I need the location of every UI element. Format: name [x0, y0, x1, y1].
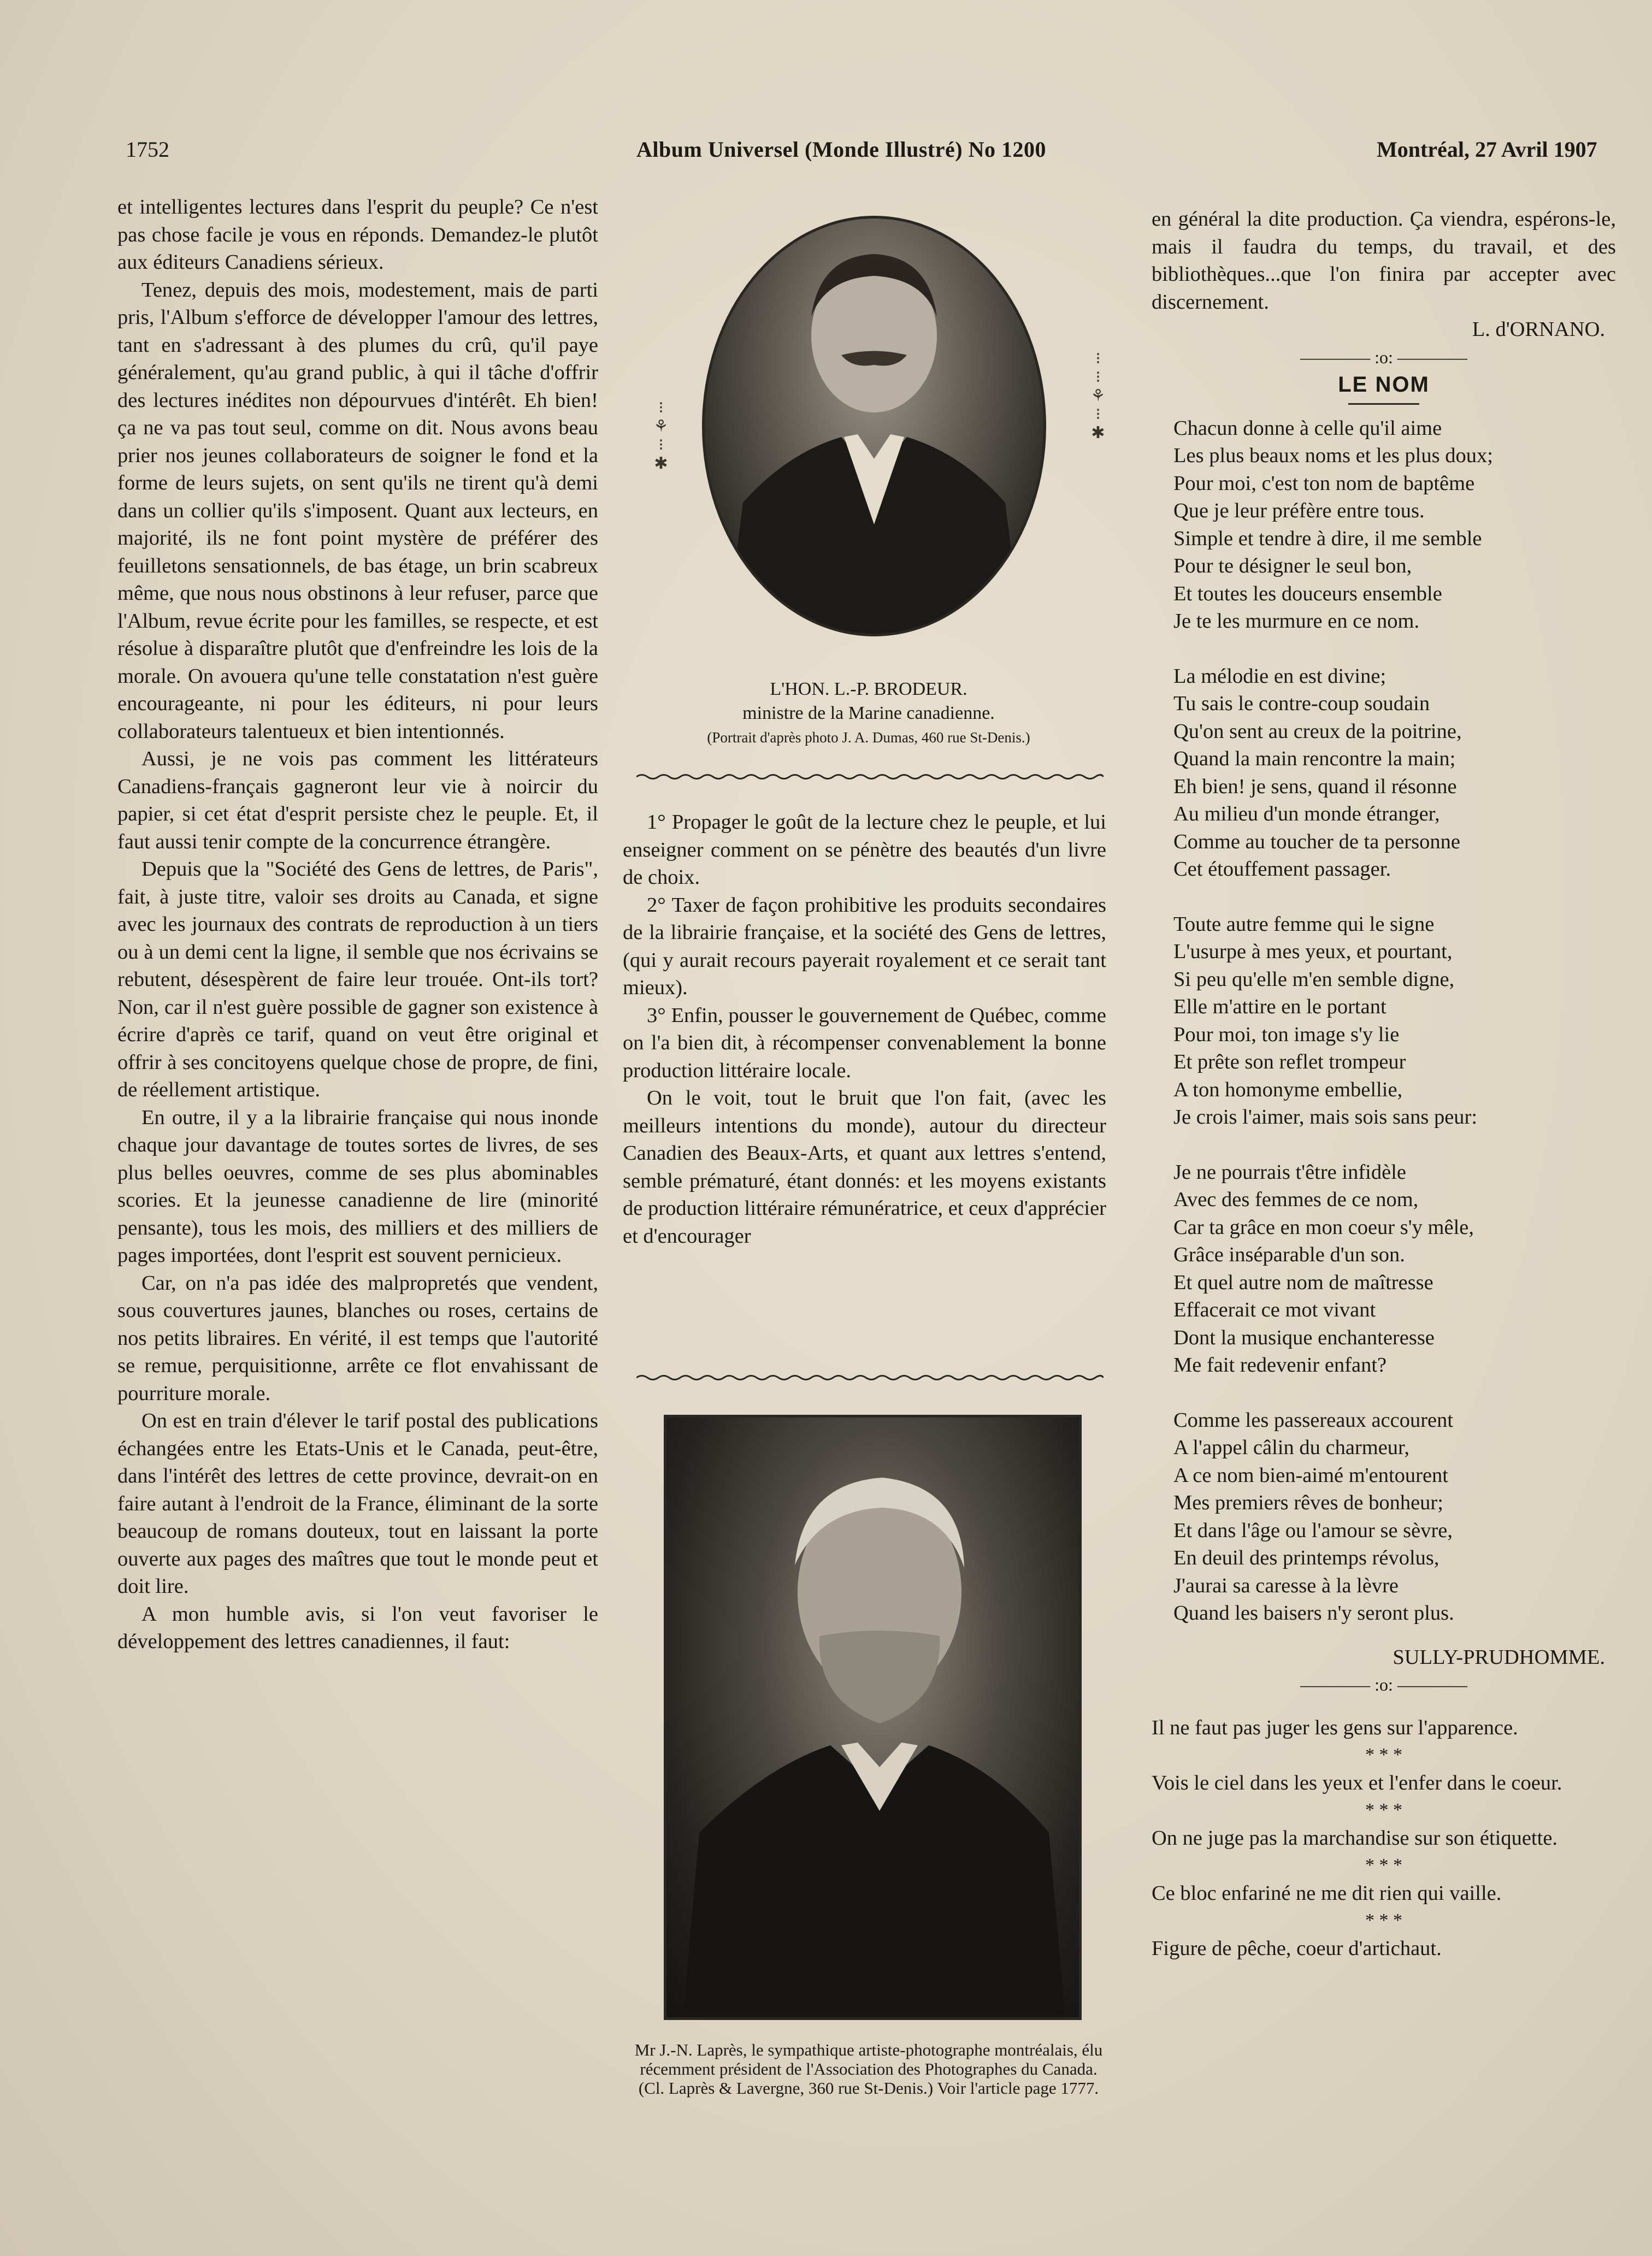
- poem-line: A ton homonyme embellie,: [1173, 1078, 1403, 1101]
- signature-sully-prudhomme: SULLY-PRUDHOMME.: [1393, 1645, 1605, 1669]
- portrait-lapres: [664, 1415, 1082, 2020]
- issue-date: Montréal, 27 Avril 1907: [1377, 137, 1597, 162]
- poem-line: Mes premiers rêves de bonheur;: [1173, 1491, 1443, 1514]
- poem-line: Dont la musique enchanteresse: [1173, 1326, 1435, 1349]
- stanza: [1152, 1159, 1616, 1379]
- poem-line: Me fait redevenir enfant?: [1173, 1354, 1387, 1377]
- caption-name: L'HON. L.-P. BRODEUR.: [770, 679, 967, 699]
- ornament-right-icon: ⁝ ⁝ ⚘ ⁝ ✱: [1090, 350, 1106, 442]
- left-paragraph-1: et intelligentes lectures dans l'esprit du peuple? Ce n'est pas chose facile je vous en réponds. Demandez-le plutôt aux éditeurs Canadiens sérieux.: [117, 196, 598, 274]
- portrait-brodeur-silhouette: [705, 218, 1043, 634]
- left-column: [117, 193, 598, 1656]
- poem-line: Et dans l'âge ou l'amour se sèvre,: [1173, 1519, 1453, 1542]
- poem-line: Elle m'attire en le portant: [1173, 995, 1386, 1018]
- maxim: Figure de pêche, coeur d'artichaut.: [1152, 1936, 1442, 1960]
- maxim: Ce bloc enfariné ne me dit rien qui vaille.: [1152, 1881, 1502, 1905]
- poem-line: La mélodie en est divine;: [1173, 664, 1386, 688]
- middle-paragraph-1: 1° Propager le goût de la lecture chez le peuple, et lui enseigner comment on se pénètre des beautés d'un livre de choix.: [623, 811, 1106, 889]
- poem-line: Je ne pourrais t'être infidèle: [1173, 1160, 1406, 1184]
- left-paragraph-6: Car, on n'a pas idée des malpropretés que vendent, sous couvertures jaunes, blanches ou roses, certains de nos petits libraires. En vérité, il est temps que l'autorité se remue, perquisitionne, arrête ce flot envahissant de pourriture morale.: [117, 1271, 598, 1405]
- poem-line: Quand la main rencontre la main;: [1173, 747, 1456, 770]
- poem-line: Comme au toucher de ta personne: [1173, 830, 1460, 853]
- poem-line: Tu sais le contre-coup soudain: [1173, 692, 1430, 715]
- poem-line: J'aurai sa caresse à la lèvre: [1173, 1574, 1399, 1597]
- title-rule: [1348, 403, 1419, 405]
- poem-line: A ce nom bien-aimé m'entourent: [1173, 1463, 1449, 1487]
- poem-line: Toute autre femme qui le signe: [1173, 912, 1435, 936]
- right-intro: en général la dite production. Ça viendra, espérons-le, mais il faudra du temps, du travail, et des bibliothèques...que l'on finira par accepter avec discernement.: [1152, 208, 1616, 314]
- poem-line: Chacun donne à celle qu'il aime: [1173, 416, 1442, 440]
- page-number: 1752: [126, 137, 169, 162]
- left-paragraph-2: Tenez, depuis des mois, modestement, mais de parti pris, l'Album s'efforce de développer l'amour des lettres, tant en s'adressant à des plumes du crû, qu'il paye généralement, qu'au grand public, à qui il tâche d'offrir des lectures inédites non dépourvues d'intérêt. Eh bien! ça ne va pas tout seul, comme on dit. Nous avons beau prier nos jeunes collaborateurs de soigner le fond et la forme de leurs sujets, on sent qu'ils ne tirent qu'à demi dans un collier qu'ils s'imposent. Quant aux lecteurs, en majorité, ils ne font point mystère de préférer des feuilletons sensationnels, de bas étage, un brin scabreux même, que nous nous obstinons à leur refuser, parce que l'Album, revue écrite pour les familles, se respecte, et est résolue à disparaître plutôt que d'enfreindre les lois de la morale. On avouera qu'une telle constatation n'est guère encourageante, ni pour les éditeurs, ni pour leurs collaborateurs talentueux et bien intentionnés.: [117, 278, 598, 743]
- poem: [1152, 415, 1616, 1627]
- poem-line: Avec des femmes de ce nom,: [1173, 1188, 1419, 1211]
- poem-line: Et quel autre nom de maîtresse: [1173, 1271, 1433, 1294]
- left-paragraph-5: En outre, il y a la librairie française qui nous inonde chaque jour davantage de toutes sortes de livres, de ses plus belles oeuvres, comme de ses plus abominables scories. Et la jeunesse canadienne de lire (minorité pensante), tous les mois, des milliers et des milliers de pages importées, dont l'esprit est souvent pernicieux.: [117, 1106, 598, 1267]
- poem-line: A l'appel câlin du charmeur,: [1173, 1436, 1409, 1459]
- maxim-separator: * * *: [1365, 1800, 1402, 1820]
- poem-line: Si peu qu'elle m'en semble digne,: [1173, 967, 1455, 991]
- poem-line: L'usurpe à mes yeux, et pourtant,: [1173, 940, 1453, 963]
- middle-paragraph-2: 2° Taxer de façon prohibitive les produits secondaires de la librairie française, et la société des Gens de lettres, (qui y aurait recours payerait royalement et ce serait tant mieux).: [623, 893, 1106, 999]
- separator-2: ———— :o: ————: [1300, 1675, 1467, 1694]
- poem-line: Effacerait ce mot vivant: [1173, 1298, 1376, 1321]
- ornament-left-icon: ⁝ ⚘ ⁝ ✱: [653, 399, 669, 473]
- portrait-brodeur: [702, 216, 1046, 636]
- stanza: [1152, 415, 1616, 635]
- wavy-divider-2: [636, 1374, 1104, 1381]
- poem-line: Que je leur préfère entre tous.: [1173, 499, 1425, 522]
- left-paragraph-4: Depuis que la "Société des Gens de lettres, de Paris", fait, à juste titre, valoir ses droits au Canada, et signe avec les journaux des contrats de reproduction à un tiers ou à un demi cent la ligne, il semble que nos écrivains se rebutent, désespèrent de faire leur trouée. Ont-ils tort? Non, car il n'est guère possible de gagner son existence à écrire d'après ce tarif, quand on veut être original et offrir à ses concitoyens quelque chose de propre, de fini, de réellement artistique.: [117, 858, 598, 1101]
- left-paragraph-3: Aussi, je ne vois pas comment les littérateurs Canadiens-français gagneront leur vie à noircir du papier, si cet état d'esprit persiste chez le peuple. Et, il faut aussi tenir compte de la concurrence étrangère.: [117, 747, 598, 853]
- poem-line: Grâce inséparable d'un son.: [1173, 1243, 1405, 1266]
- left-paragraph-7: On est en train d'élever le tarif postal des publications échangées entre les Etats-Unis et le Canada, peut-être, dans l'intérêt des lettres de cette province, devrait-on en faire autant à l'endroit de la France, éliminant de la sorte beaucoup de romans douteux, tout en laissant la porte ouverte aux pages des maîtres que tout le monde peut et doit lire.: [117, 1409, 598, 1598]
- middle-column: [623, 808, 1106, 1250]
- portrait-lapres-caption: Mr J.-N. Laprès, le sympathique artiste-photographe montréalais, élu récemment président de l'Association des Photographes du Canada. (Cl. Laprès & Lavergne, 360 rue St-Denis.) Voir l'article page 1777.: [634, 2040, 1103, 2098]
- poem-line: Cet étouffement passager.: [1173, 858, 1391, 881]
- signature-ornano: L. d'ORNANO.: [1472, 318, 1605, 341]
- poem-title: LE NOM: [1338, 373, 1430, 397]
- poem-line: Qu'on sent au creux de la poitrine,: [1173, 719, 1462, 743]
- poem-line: Simple et tendre à dire, il me semble: [1173, 527, 1482, 550]
- poem-line: Comme les passereaux accourent: [1173, 1408, 1454, 1432]
- maxim: Vois le ciel dans les yeux et l'enfer dans le coeur.: [1152, 1771, 1562, 1794]
- poem-line: Les plus beaux noms et les plus doux;: [1173, 444, 1493, 467]
- right-column: [1152, 205, 1616, 1962]
- portrait-brodeur-caption: [628, 677, 1109, 749]
- poem-line: Au milieu d'un monde étranger,: [1173, 802, 1440, 825]
- maxim-separator: * * *: [1365, 1910, 1402, 1930]
- poem-line: Car ta grâce en mon coeur s'y mêle,: [1173, 1215, 1474, 1239]
- middle-paragraph-4: On le voit, tout le bruit que l'on fait, (avec les meilleurs intentions du monde), autour du directeur Canadien des Beaux-Arts, et quant aux lettres s'entend, semble prématuré, étant donnés: et les moyens existants de production littéraire rémunératrice, et ceux d'apprécier et d'encourager: [623, 1086, 1106, 1248]
- stanza: [1152, 663, 1616, 883]
- poem-line: Je crois l'aimer, mais sois sans peur:: [1173, 1106, 1478, 1129]
- poem-line: En deuil des printemps révolus,: [1173, 1546, 1439, 1569]
- middle-paragraph-3: 3° Enfin, pousser le gouvernement de Québec, comme on l'a bien dit, à récompenser convenablement la bonne production littéraire locale.: [623, 1003, 1106, 1082]
- poem-line: Et toutes les douceurs ensemble: [1173, 582, 1442, 605]
- stanza: [1152, 911, 1616, 1131]
- poem-line: Quand les baisers n'y seront plus.: [1173, 1602, 1454, 1625]
- left-paragraph-8: A mon humble avis, si l'on veut favoriser le développement des lettres canadiennes, il faut:: [117, 1602, 598, 1653]
- poem-line: Eh bien! je sens, quand il résonne: [1173, 775, 1457, 798]
- stanza: [1152, 1407, 1616, 1627]
- poem-line: Pour moi, ton image s'y lie: [1173, 1023, 1400, 1046]
- publication-title: Album Universel (Monde Illustré) No 1200: [636, 137, 1046, 162]
- maxim-separator: * * *: [1365, 1855, 1402, 1875]
- poem-line: Je te les murmure en ce nom.: [1173, 610, 1420, 633]
- maxim-separator: * * *: [1365, 1745, 1402, 1765]
- poem-line: Pour te désigner le seul bon,: [1173, 554, 1412, 577]
- poem-line: Et prête son reflet trompeur: [1173, 1050, 1406, 1073]
- caption-title: ministre de la Marine canadienne.: [742, 703, 995, 723]
- maxim: On ne juge pas la marchandise sur son étiquette.: [1152, 1826, 1558, 1850]
- separator: ———— :o: ————: [1300, 347, 1467, 367]
- caption-credit: (Portrait d'après photo J. A. Dumas, 460 rue St-Denis.): [707, 729, 1030, 746]
- wavy-divider: [636, 773, 1104, 781]
- portrait-lapres-silhouette: [666, 1418, 1079, 2017]
- poem-line: Pour moi, c'est ton nom de baptême: [1173, 471, 1475, 495]
- maxim: Il ne faut pas juger les gens sur l'apparence.: [1152, 1716, 1518, 1739]
